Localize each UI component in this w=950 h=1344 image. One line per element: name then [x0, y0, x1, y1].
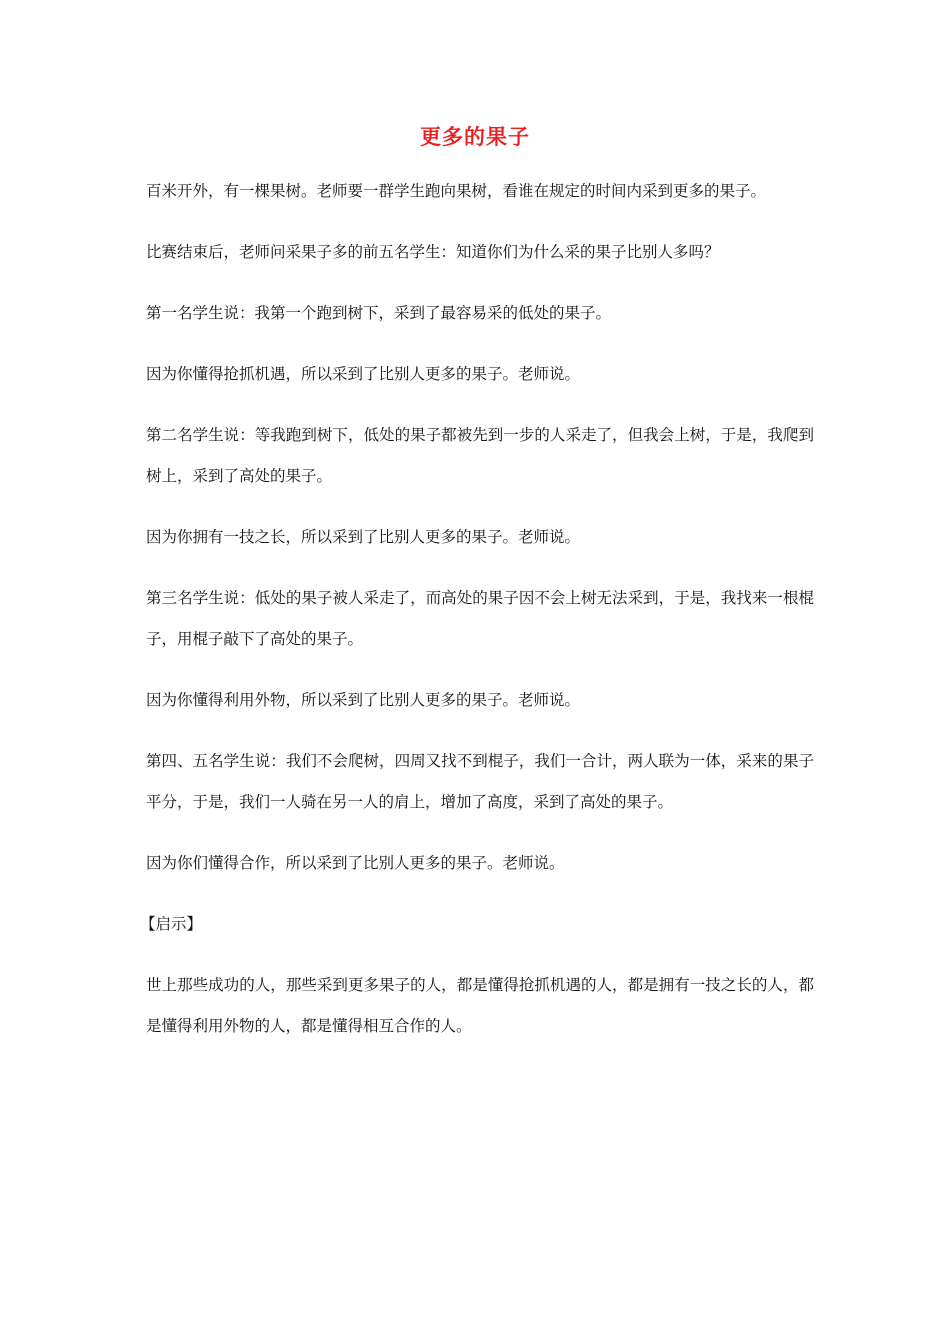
document-title: 更多的果子 [420, 125, 530, 149]
section-heading: 【启示】 [140, 915, 203, 933]
paragraph-teacher-3: 因为你懂得利用外物，所以采到了比别人更多的果子。老师说。 [146, 691, 581, 709]
paragraph-student-2: 第二名学生说：等我跑到树下，低处的果子都被先到一步的人采走了，但我会上树，于是，我爬到树上，采到了高处的果子。 [146, 426, 814, 485]
document-body [140, 171, 814, 1047]
paragraph-student-4-5: 第四、五名学生说：我们不会爬树，四周又找不到棍子，我们一合计，两人联为一体，采来的果子平分，于是，我们一人骑在另一人的肩上，增加了高度，采到了高处的果子。 [146, 752, 814, 811]
paragraph-conclusion: 世上那些成功的人，那些采到更多果子的人，都是懂得抢抓机遇的人，都是拥有一技之长的人，都是懂得利用外物的人，都是懂得相互合作的人。 [146, 976, 814, 1035]
paragraph-teacher-4-5: 因为你们懂得合作，所以采到了比别人更多的果子。老师说。 [146, 854, 565, 872]
paragraph-teacher-1: 因为你懂得抢抓机遇，所以采到了比别人更多的果子。老师说。 [146, 365, 581, 383]
paragraph-teacher-2: 因为你拥有一技之长，所以采到了比别人更多的果子。老师说。 [146, 528, 581, 546]
paragraph-student-3: 第三名学生说：低处的果子被人采走了，而高处的果子因不会上树无法采到，于是，我找来一根棍子，用棍子敲下了高处的果子。 [146, 589, 814, 648]
paragraph-student-1: 第一名学生说：我第一个跑到树下，采到了最容易采的低处的果子。 [146, 304, 612, 322]
paragraph-intro: 百米开外，有一棵果树。老师要一群学生跑向果树，看谁在规定的时间内采到更多的果子。 [146, 182, 767, 200]
paragraph-question: 比赛结束后，老师问采果子多的前五名学生：知道你们为什么采的果子比别人多吗？ [146, 243, 720, 261]
